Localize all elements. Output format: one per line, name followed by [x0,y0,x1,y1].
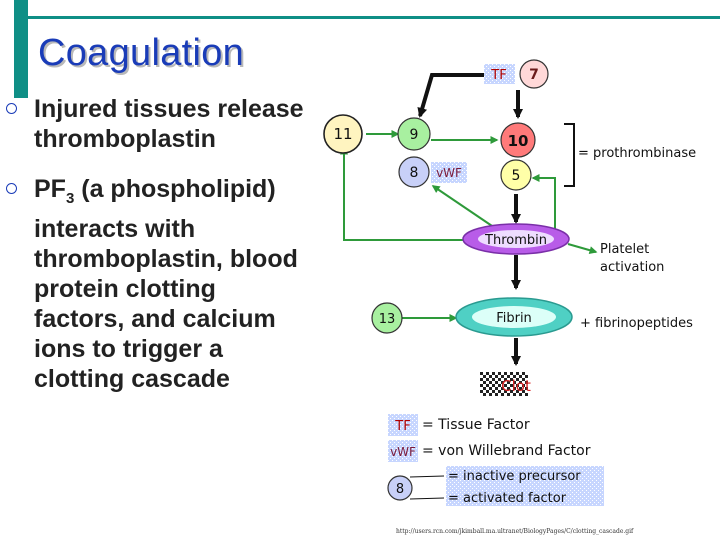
legend-tf-desc: = Tissue Factor [422,417,530,433]
bullet-text: Injured tissues release thromboplastin [34,95,304,153]
prothrombinase-bracket [564,124,574,186]
legend-activated-text: = activated factor [448,491,567,506]
legend-pointer-activated [410,498,444,499]
thrombin-label: Thrombin [485,233,547,248]
vwf-label: vWF [436,166,462,180]
clot-label: Clot [501,377,531,395]
green-arrows [344,134,596,318]
legend-pointer-inactive [410,476,444,477]
legend-tf-symbol: TF [395,419,411,434]
factor-10-label: 10 [507,132,529,150]
arrow-tf7-to-9 [420,75,484,116]
factor-9-label: 9 [409,127,419,143]
tf-label: TF [491,68,507,83]
arrow-thrombin-to-8 [433,186,498,230]
source-url: http://users.rcn.com/jkimball.ma.ultranet/BiologyPages/C/clotting_cascade.gif [396,528,634,535]
arrow-thrombin-to-5 [533,178,555,230]
fibrinopeptides-label: + fibrinopeptides [580,316,693,331]
factor-13-label: 13 [378,312,396,327]
slide-title: Coagulation [38,32,245,74]
legend-inactive-text: = inactive precursor [448,469,581,484]
legend-vwf-symbol: vWF [390,445,416,459]
arrow-thrombin-to-platelet [568,244,596,252]
bullet-subscript: 3 [65,190,75,207]
bullet-text-part: (a phospholipid) interacts with thromboplastin, blood protein clotting factors, and calcium ions to trigger a clotting cascade [34,175,298,393]
platelet-label-line2: activation [600,260,665,275]
platelet-label-line1: Platelet [600,242,650,257]
factor-11-label: 11 [333,125,353,143]
fibrin-label: Fibrin [496,311,532,326]
factor-7-label: 7 [529,67,539,83]
prothrombinase-label: = prothrombinase [578,146,697,161]
legend-factor-label: 8 [395,482,405,497]
bullet-text-part: PF [34,175,66,203]
factor-5-label: 5 [511,168,521,184]
factor-8-label: 8 [409,165,419,181]
legend-vwf-desc: = von Willebrand Factor [422,443,591,459]
